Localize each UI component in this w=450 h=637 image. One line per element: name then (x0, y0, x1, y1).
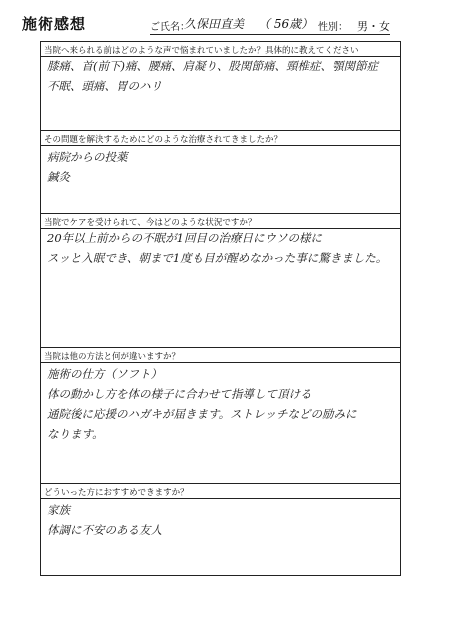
answer-line: なります。 (47, 427, 104, 441)
section-before-visit (41, 42, 400, 130)
answer-line: 体調に不安のある友人 (47, 523, 162, 537)
name-label: ご氏名： (150, 22, 190, 33)
answer-past-treatment (47, 147, 128, 187)
section-current-status (41, 213, 400, 347)
survey-form (40, 41, 401, 576)
answer-line: 病院からの投薬 (47, 150, 128, 164)
question-divider (41, 145, 400, 146)
form-header (0, 0, 450, 40)
question-divider (41, 362, 400, 363)
question-current-status: 当院でケアを受けられて、今はどのような状況ですか？ (44, 218, 257, 228)
answer-line: 施術の仕方（ソフト） (47, 367, 162, 381)
answer-line: 膝痛、首(前下)痛、腰痛、肩凝り、股関節痛、頸椎症、顎関節症 (47, 59, 378, 73)
section-difference (41, 347, 400, 483)
question-past-treatment: その問題を解決するためにどのような治療されてきましたか？ (44, 135, 283, 145)
answer-line: 家族 (47, 503, 70, 517)
answer-line: 20年以上前からの不眠が1回目の治療日にウソの様に (47, 231, 322, 245)
question-difference: 当院は他の方法と何が違いますか？ (44, 352, 181, 362)
section-recommend (41, 483, 400, 577)
answer-line: 不眠、頭痛、胃のハリ (47, 79, 162, 93)
section-past-treatment (41, 130, 400, 213)
question-divider (41, 498, 400, 499)
name-value: 久保田直美 (184, 17, 245, 31)
answer-before-visit (47, 56, 378, 96)
answer-line: 体の動かし方を体の様子に合わせて指導して頂ける (47, 387, 312, 401)
answer-line: スッと入眠でき、朝まで1度も目が醒めなかった事に驚きました。 (47, 251, 388, 265)
age-value: （ 56歳） (258, 17, 314, 31)
gender-label: 性別： (318, 22, 348, 33)
form-title: 施術感想 (22, 15, 87, 33)
question-before-visit: 当院へ来られる前はどのような声で悩まれていましたか？具体的に教えてください (44, 46, 359, 56)
answer-recommend (47, 500, 162, 540)
answer-current-status (47, 228, 387, 268)
header-underline (150, 34, 390, 35)
question-recommend: どういった方におすすめできますか？ (44, 488, 189, 498)
gender-options: 男・女 (357, 20, 390, 33)
answer-line: 鍼灸 (47, 170, 70, 184)
answer-line: 通院後に応援のハガキが届きます。ストレッチなどの励みに (47, 407, 357, 421)
answer-difference (47, 364, 356, 444)
